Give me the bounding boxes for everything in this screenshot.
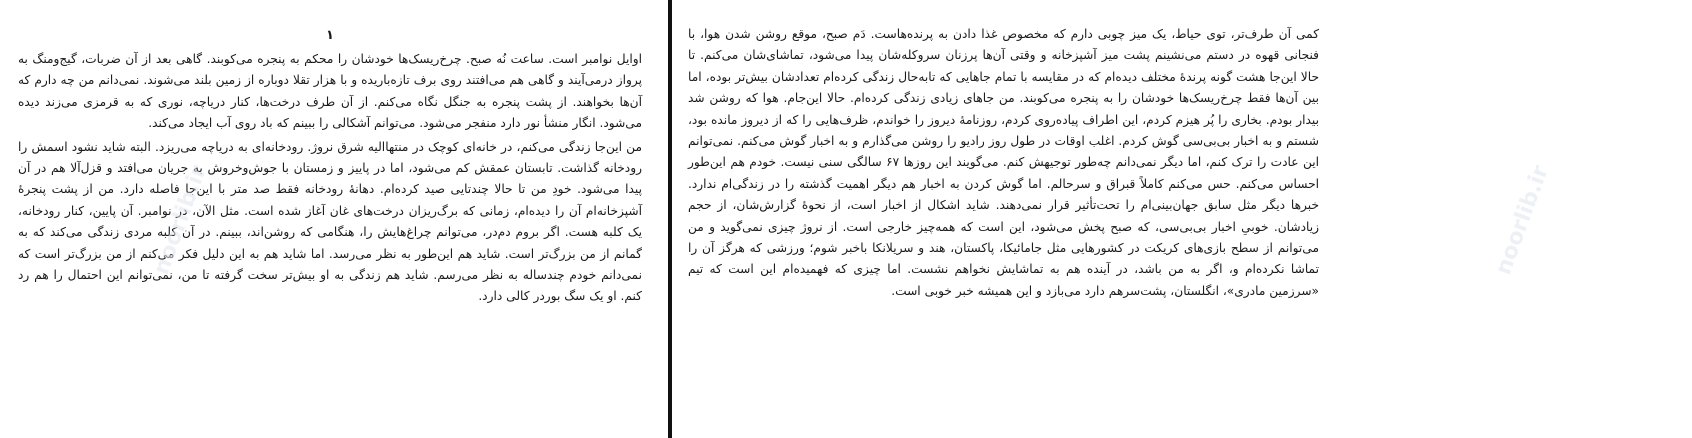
left-page bbox=[0, 0, 668, 438]
watermark: noorlib.ir bbox=[148, 162, 212, 278]
left-paragraph-1: اوایل نوامبر است. ساعت نُه صبح. چرخ‌ریسک‌ها خودشان را محکم به پنجره می‌کوبند. گاهی بعد از آن ضربات، گیج‌ومنگ به پرواز درمی‌آیند و گاهی هم می‌افتند روی برف تازه‌باریده و با هزار تقلا دوباره از زمین بلند می‌شوند. نمی‌دانم من چه دارم که آن‌ها بخواهند. از پشت پنجره به جنگل نگاه می‌کنم. از آن طرف درخت‌ها، کنار دریاچه، نوری که به قرمزی می‌زند دیده می‌شود. انگار منشأ نور دارد منفجر می‌شود. می‌توانم آشکالی را ببینم که باد روی آب ایجاد می‌کند. bbox=[18, 52, 642, 131]
left-paragraph-2: من این‌جا زندگی می‌کنم، در خانه‌ای کوچک در منتهاالیه شرق نروژ. رودخانه‌ای به دریاچه می‌ریزد. البته شاید نشود اسمش را رودخانه گذاشت. تابستان عمقش کم می‌شود، اما در پاییز و زمستان با جوش‌وخروش به جریان می‌افتد و قزل‌آلا هم در آن پیدا می‌شود. خودِ من تا حالا چندتایی صید کرده‌ام. دهانهٔ رودخانه فقط صد متر با این‌جا فاصله دارد. من از پشت پنجرهٔ آشپزخانه‌ام آن را دیده‌ام، زمانی که برگ‌ریزان درخت‌های غان آغاز شده است. مثل الآن، در نوامبر. آن پایین، کنار رودخانه، یک کلبه هست. اگر بروم دم‌در، می‌توانم چراغ‌هایش را، هنگامی که روشن‌اند، ببینم. در آن کلبه مردی زندگی می‌کند که به گمانم از من بزرگ‌تر است. شاید هم این‌طور به نظر می‌رسد. اما شاید هم به این دلیل فکر می‌کنم از من بزرگ‌تر است که نمی‌دانم خودم چندساله به نظر می‌رسم. شاید هم زندگی به او بیش‌تر سخت گرفته تا من، نمی‌توانم این احتمال را هم رد کنم. او یک سگ بوردر کالی دارد. bbox=[18, 139, 642, 304]
right-page bbox=[672, 0, 1554, 438]
page-number: ۱ bbox=[326, 28, 334, 43]
page-divider bbox=[668, 0, 672, 438]
right-paragraph-1: کمی آن طرف‌تر، توی حیاط، یک میز چوبی دارم که مخصوص غذا دادن به پرنده‌هاست. دَم صبح، موقع روشن شدن هوا، با فنجانی قهوه در دستم می‌نشینم پشت میز آشپزخانه و وقتی آن‌ها پرزنان سروکله‌شان پیدا می‌شود، تماشای‌شان می‌کنم. تا حالا این‌جا هشت گونه پرندهٔ مختلف دیده‌ام که در مقایسه با تمام جاهایی که تابه‌حال زندگی کرده‌ام تعدادشان بیش‌تر بوده، اما بین آن‌ها فقط چرخ‌ریسک‌ها خودشان را به پنجره می‌کوبند. من جاهای زیادی زندگی کرده‌ام. حالا این‌جام. هوا که روشن شد بیدار بودم. بخاری را پُر هیزم کردم، این اطراف پیاده‌روی کردم، روزنامهٔ دیروز را خواندم، ظرف‌هایی را که از دیروز مانده بود، شستم و به اخبار بی‌بی‌سی گوش کردم. اغلب اوقات در طول روز رادیو را روشن می‌گذارم و به اخبار گوش می‌کنم. نمی‌توانم این عادت را ترک کنم، اما دیگر نمی‌دانم چه‌طور توجیهش کنم. می‌گویند این روزها ۶۷ سالگی سنی نیست. خودم هم این‌طور احساس می‌کنم. حس می‌کنم کاملاً قبراق و سرحالم. اما گوش کردن به اخبار هم دیگر اهمیت گذشته را در زندگی‌ام ندارد. خبرها دیگر مثل سابق جهان‌بینی‌ام را تحت‌تأثیر قرار نمی‌دهند. شاید اشکال از اخبار است، از نحوهٔ گزارش‌شان، از حجم زیادشان. خوبیِ اخبار بی‌بی‌سی، که صبح پخش می‌شود، این است که همه‌چیز خارجی است. از نروژ چیزی نمی‌گوید و من می‌توانم از سطح بازی‌های کریکت در کشورهایی مثل جامائیکا، پاکستان، هند و سریلانکا باخبر شوم؛ ورزشی که هرگز آن را تماشا نکرده‌ام و، اگر به من باشد، در آینده هم به تماشایش نخواهم نشست. اما چیزی که فهمیده‌ام این است که تیم «سرزمین مادری»، انگلستان، پشت‌سرهم دارد می‌بازد و این همیشه خبر خوبی است. bbox=[688, 27, 1319, 298]
watermark: noorlib.ir bbox=[1490, 162, 1554, 278]
